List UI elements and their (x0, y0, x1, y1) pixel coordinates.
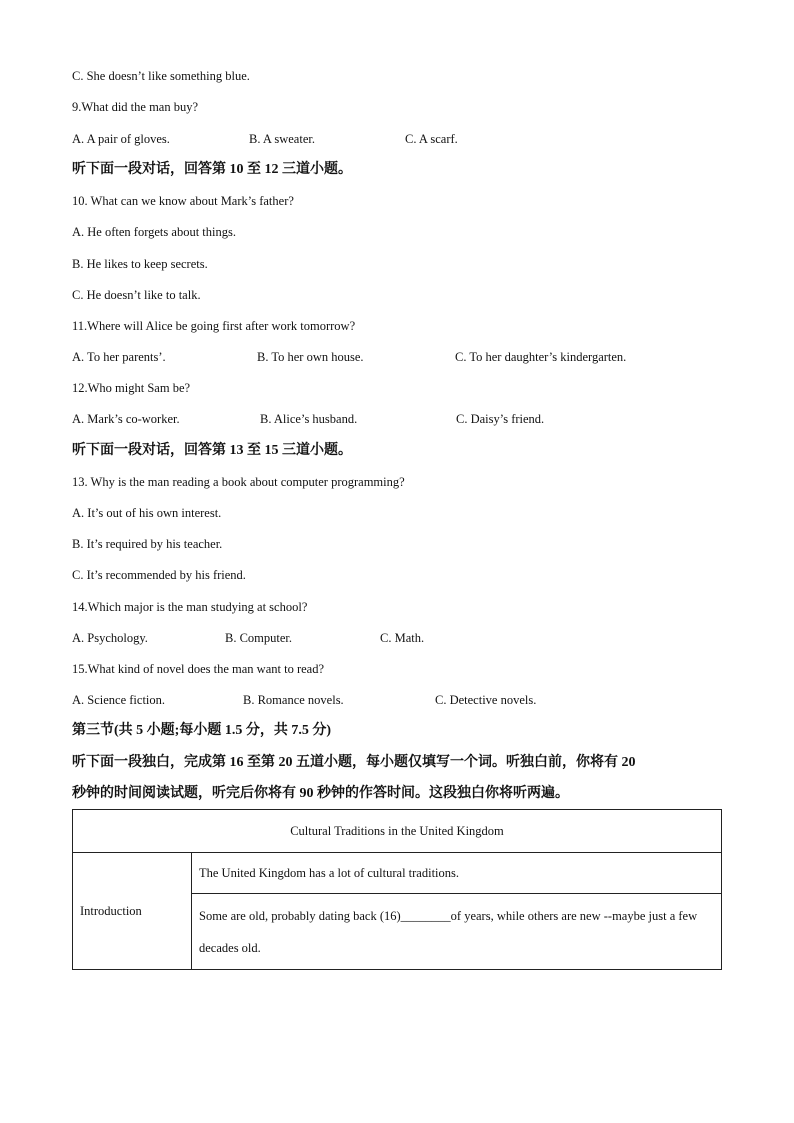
table-cell-intro-2: Some are old, probably dating back (16)________of years, while others are new --maybe just a few decades old. (192, 894, 722, 970)
q13-option-b: B. It’s required by his teacher. (72, 537, 223, 551)
q11-option-a: A. To her parents’. (72, 350, 166, 364)
q9-question: 9.What did the man buy? (72, 100, 199, 114)
q10-option-c: C. He doesn’t like to talk. (72, 288, 201, 302)
notes-table (72, 809, 722, 970)
q14-question: 14.Which major is the man studying at school? (72, 600, 308, 614)
q9-option-a: A. A pair of gloves. (72, 132, 170, 146)
section-heading-13-15: 听下面一段对话，回答第 13 至 15 三道小题。 (72, 443, 352, 458)
q14-option-b: B. Computer. (225, 631, 293, 645)
part3-title: 第三节(共 5 小题;每小题 1.5 分，共 7.5 分) (72, 723, 331, 738)
q13-question: 13. Why is the man reading a book about computer programming? (72, 475, 405, 489)
q14-option-c: C. Math. (380, 631, 425, 645)
q12-option-b: B. Alice’s husband. (260, 412, 358, 426)
q11-option-c: C. To her daughter’s kindergarten. (455, 350, 627, 364)
q15-option-a: A. Science fiction. (72, 693, 166, 707)
q12-option-c: C. Daisy’s friend. (456, 412, 545, 426)
q9-option-c: C. A scarf. (405, 132, 458, 146)
q12-option-a: A. Mark’s co-worker. (72, 412, 180, 426)
q12-question: 12.Who might Sam be? (72, 381, 191, 395)
q10-option-b: B. He likes to keep secrets. (72, 257, 208, 271)
q10-question: 10. What can we know about Mark’s father? (72, 194, 294, 208)
q13-option-c: C. It’s recommended by his friend. (72, 568, 246, 582)
table-title: Cultural Traditions in the United Kingdom (73, 810, 722, 853)
q11-option-b: B. To her own house. (257, 350, 364, 364)
part3-instruction-line2: 秒钟的时间阅读试题，听完后你将有 90 秒钟的作答时间。这段独白你将听两遍。 (72, 786, 569, 801)
part3-instruction-line1: 听下面一段独白，完成第 16 至第 20 五道小题，每小题仅填写一个词。听独白前，你将有 20 (72, 755, 636, 770)
q9-option-b: B. A sweater. (249, 132, 315, 146)
q11-question: 11.Where will Alice be going first after work tomorrow? (72, 319, 356, 333)
q15-option-b: B. Romance novels. (243, 693, 344, 707)
q15-option-c: C. Detective novels. (435, 693, 537, 707)
table-cell-intro-1: The United Kingdom has a lot of cultural traditions. (192, 853, 722, 894)
q10-option-a: A. He often forgets about things. (72, 225, 236, 239)
table-row-heading-introduction: Introduction (73, 853, 192, 970)
q15-question: 15.What kind of novel does the man want to read? (72, 662, 325, 676)
section-heading-10-12: 听下面一段对话，回答第 10 至 12 三道小题。 (72, 162, 352, 177)
q14-option-a: A. Psychology. (72, 631, 148, 645)
q13-option-a: A. It’s out of his own interest. (72, 506, 222, 520)
q8-option-c: C. She doesn’t like something blue. (72, 69, 250, 83)
